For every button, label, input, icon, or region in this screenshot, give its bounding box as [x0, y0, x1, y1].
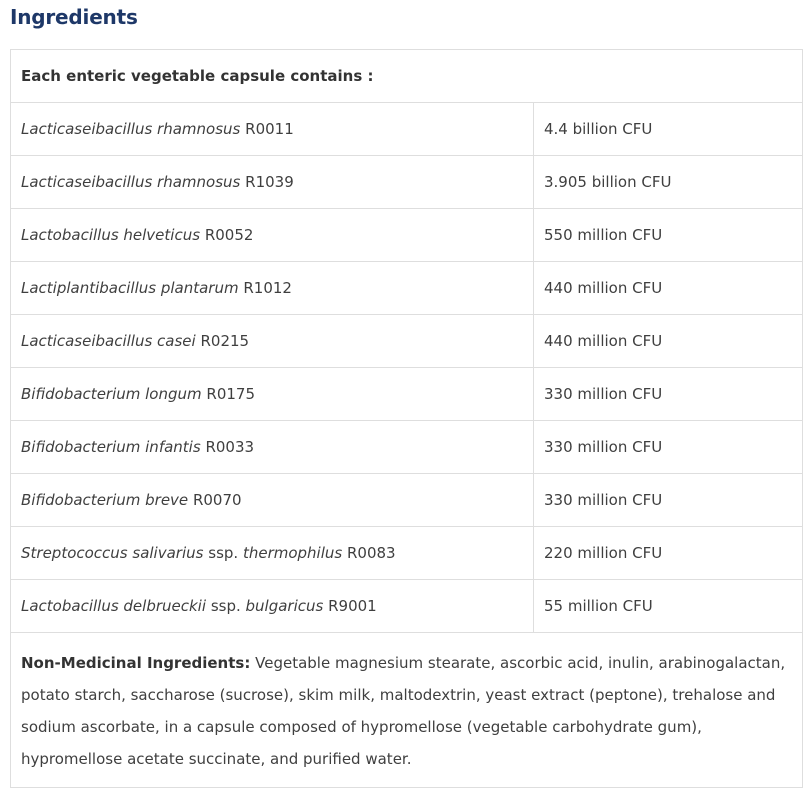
species-name: Lacticaseibacillus casei: [21, 332, 196, 350]
subspecies-name: bulgaricus: [245, 597, 324, 615]
species-name: Streptococcus salivarius: [21, 544, 204, 562]
non-medicinal-cell: [11, 633, 803, 788]
ingredients-table: [10, 49, 803, 788]
ingredient-row: [11, 262, 803, 315]
ingredient-amount: 330 million CFU: [534, 474, 803, 527]
ingredient-amount: 220 million CFU: [534, 527, 803, 580]
species-name: Bifidobacterium breve: [21, 491, 189, 509]
species-name: Bifidobacterium longum: [21, 385, 202, 403]
strain-code: R9001: [328, 597, 377, 615]
strain-code: R1012: [243, 279, 292, 297]
subspecies-prefix: ssp.: [208, 544, 239, 562]
ingredient-name-cell: [11, 474, 534, 527]
capsule-contents-header: Each enteric vegetable capsule contains :: [11, 50, 803, 103]
ingredient-amount: 4.4 billion CFU: [534, 103, 803, 156]
species-name: Bifidobacterium infantis: [21, 438, 201, 456]
section-heading: Ingredients: [10, 5, 138, 29]
ingredient-name-cell: [11, 580, 534, 633]
ingredient-amount: 440 million CFU: [534, 262, 803, 315]
ingredient-name-cell: [11, 103, 534, 156]
ingredient-row: [11, 368, 803, 421]
strain-code: R0011: [245, 120, 294, 138]
subspecies-prefix: ssp.: [210, 597, 241, 615]
ingredient-name-cell: [11, 315, 534, 368]
ingredient-amount: 550 million CFU: [534, 209, 803, 262]
species-name: Lacticaseibacillus rhamnosus: [21, 120, 241, 138]
strain-code: R0052: [204, 226, 254, 244]
species-name: Lacticaseibacillus rhamnosus: [21, 173, 241, 191]
strain-code: R0215: [200, 332, 250, 350]
ingredient-amount: 330 million CFU: [534, 421, 803, 474]
species-name: Lactobacillus delbrueckii: [21, 597, 207, 615]
ingredient-name-cell: [11, 209, 534, 262]
strain-code: R0175: [206, 385, 256, 403]
ingredients-table-body: [11, 50, 803, 788]
ingredient-name-cell: [11, 421, 534, 474]
ingredient-row: [11, 209, 803, 262]
ingredient-row: [11, 156, 803, 209]
ingredient-amount: 3.905 billion CFU: [534, 156, 803, 209]
ingredient-row: [11, 315, 803, 368]
strain-code: R0033: [205, 438, 255, 456]
ingredient-name-cell: [11, 156, 534, 209]
ingredient-name-cell: [11, 262, 534, 315]
species-name: Lactobacillus helveticus: [21, 226, 201, 244]
strain-code: R0083: [347, 544, 396, 562]
non-medicinal-text: Vegetable magnesium stearate, ascorbic acid, inulin, arabinogalactan, potato starch, saccharose (sucrose), skim milk, maltodextrin, yeast extract (peptone), trehalose and sodium ascorbate, in a capsule composed of hypromellose (vegetable carbohydrate gum), hypromellose acetate succinate, and purified water.: [21, 654, 786, 768]
ingredient-row: [11, 421, 803, 474]
ingredient-row: [11, 527, 803, 580]
non-medicinal-row: [11, 633, 803, 788]
subspecies-name: thermophilus: [242, 544, 343, 562]
ingredient-name-cell: [11, 368, 534, 421]
strain-code: R1039: [245, 173, 294, 191]
ingredient-amount: 330 million CFU: [534, 368, 803, 421]
ingredient-row: [11, 474, 803, 527]
non-medicinal-label: Non-Medicinal Ingredients:: [21, 654, 251, 672]
ingredient-amount: 55 million CFU: [534, 580, 803, 633]
ingredient-row: [11, 103, 803, 156]
ingredient-name-cell: [11, 527, 534, 580]
capsule-contents-header-row: [11, 50, 803, 103]
ingredient-amount: 440 million CFU: [534, 315, 803, 368]
species-name: Lactiplantibacillus plantarum: [21, 279, 239, 297]
strain-code: R0070: [192, 491, 242, 509]
ingredient-row: [11, 580, 803, 633]
